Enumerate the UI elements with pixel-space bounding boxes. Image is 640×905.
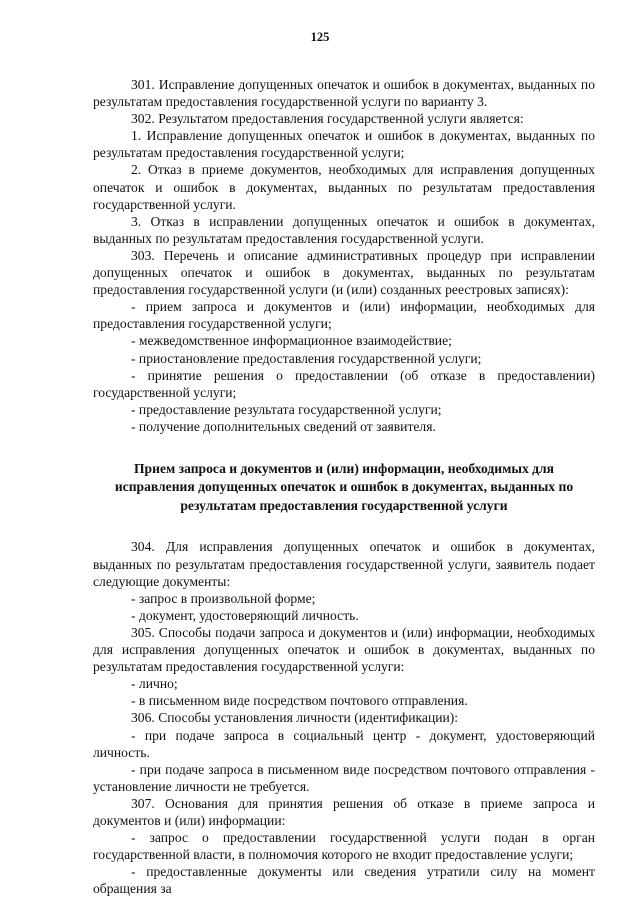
list-item: - при подаче запроса в социальный центр - документ, удостоверяющий личность. (93, 727, 595, 760)
paragraph: 2. Отказ в приеме документов, необходимых для исправления допущенных опечаток и ошибок в документах, выданных по результатам предоставления государственной услуги. (93, 162, 595, 212)
paragraph: 306. Способы установления личности (идентификации): (131, 710, 459, 726)
list-item: - предоставленные документы или сведения утратили силу на момент обращения за (93, 864, 595, 897)
document-body (93, 76, 595, 897)
list-item: - прием запроса и документов и (или) информации, необходимых для предоставления государственной услуги; (93, 299, 595, 332)
paragraph: 1. Исправление допущенных опечаток и ошибок в документах, выданных по результатам предоставления государственной услуги; (93, 128, 595, 161)
list-item: - лично; (131, 676, 178, 692)
paragraph: 303. Перечень и описание административных процедур при исправлении допущенных опечаток и ошибок в документах, выданных по результатам предоставления государственной услуги (и (или) созданных реестровых записях): (93, 247, 595, 298)
list-item: - приостановление предоставления государственной услуги; (131, 350, 482, 366)
paragraph: 3. Отказ в исправлении допущенных опечаток и ошибок в документах, выданных по результатам предоставления государственной услуги. (93, 213, 595, 246)
list-item: - при подаче запроса в письменном виде посредством почтового отправления - установление личности не требуется. (93, 761, 595, 794)
list-item: - в письменном виде посредством почтового отправления. (131, 693, 468, 709)
section-heading: Прием запроса и документов и (или) информации, необходимых для исправления допущенных опечаток и ошибок в документах, выданных по результатам предоставления государственной услуги (114, 460, 574, 513)
page-number: 125 (310, 30, 330, 44)
paragraph: 307. Основания для принятия решения об отказе в приеме запроса и документов и (или) информации: (93, 795, 595, 828)
list-item: - получение дополнительных сведений от заявителя. (131, 418, 436, 434)
paragraph: 304. Для исправления допущенных опечаток и ошибок в документах, выданных по результатам предоставления государственной услуги, заявитель подает следующие документы: (93, 539, 595, 589)
list-item: - запрос в произвольной форме; (131, 590, 316, 606)
list-item: - межведомственное информационное взаимодействие; (131, 333, 452, 349)
paragraph: 301. Исправление допущенных опечаток и ошибок в документах, выданных по результатам предоставления государственной услуги по варианту 3. (93, 77, 595, 110)
paragraph: 305. Способы подачи запроса и документов и (или) информации, необходимых для исправления допущенных опечаток и ошибок в документах, выданных по результатам предоставления государственной услуги: (93, 624, 595, 675)
list-item: - принятие решения о предоставлении (об отказе в предоставлении) государственной услуги; (93, 367, 595, 400)
paragraph: 302. Результатом предоставления государственной услуги является: (131, 111, 524, 127)
list-item: - запрос о предоставлении государственной услуги подан в орган государственной власти, в полномочия которого не входит предоставление услуги; (93, 830, 595, 863)
list-item: - документ, удостоверяющий личность. (131, 607, 359, 623)
list-item: - предоставление результата государственной услуги; (131, 401, 442, 417)
